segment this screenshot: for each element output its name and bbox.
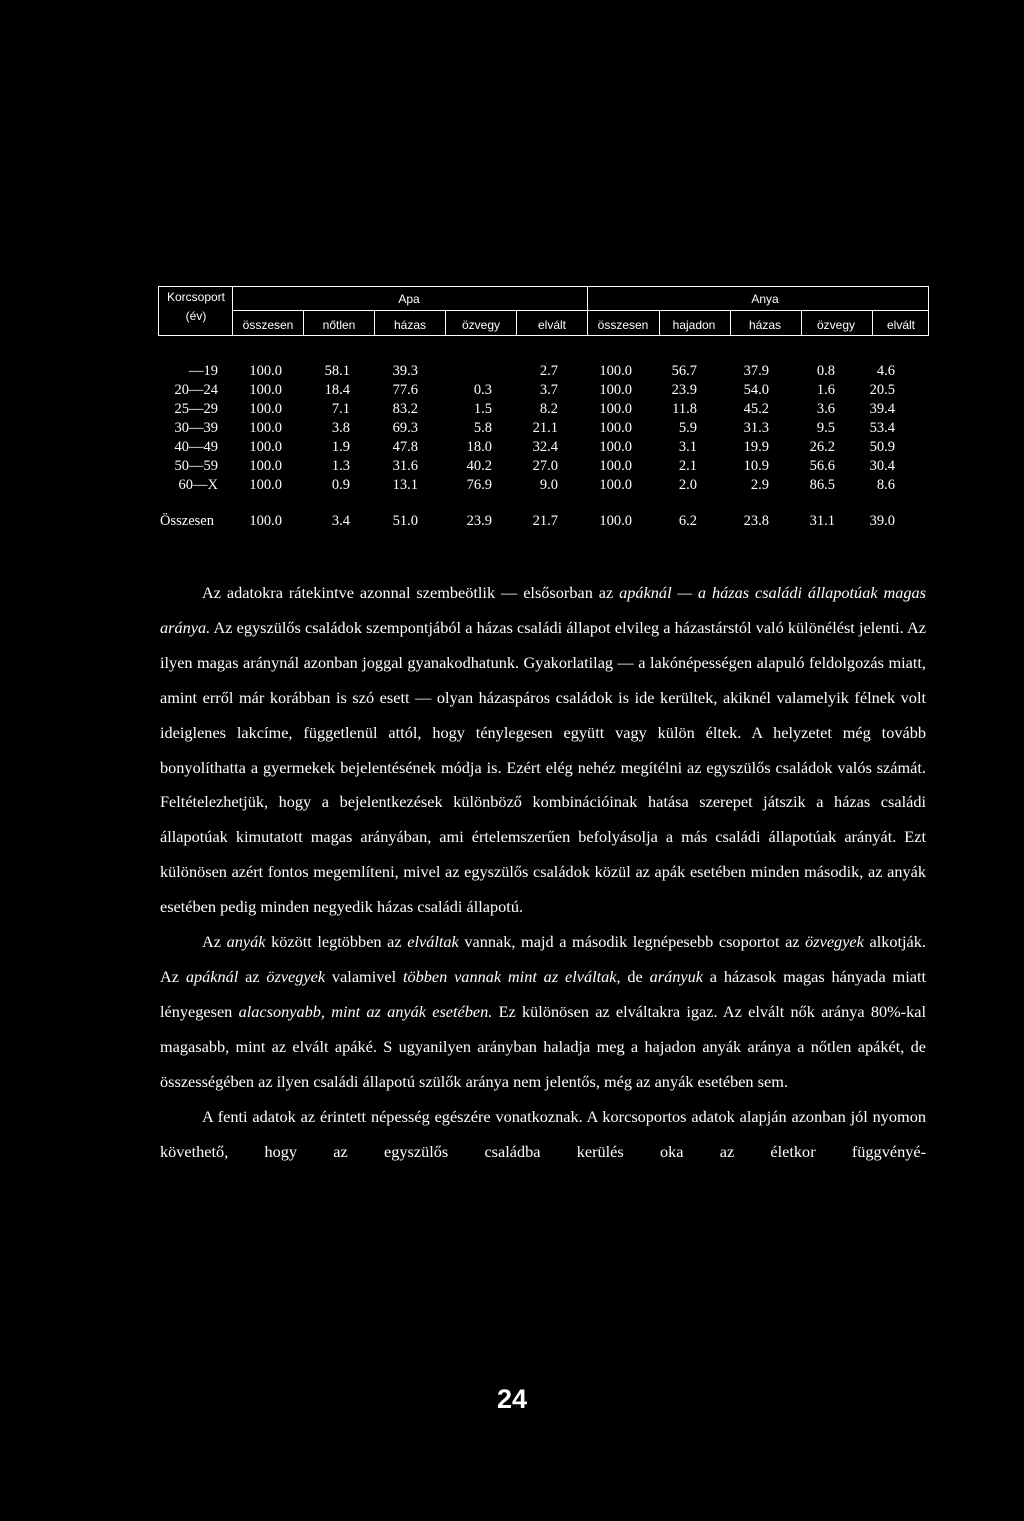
table-cell: 30.4 (869, 458, 895, 474)
row-label: 20—24 (174, 382, 218, 398)
table-cell: 0.8 (816, 363, 835, 379)
table-cell: 2.0 (678, 477, 697, 493)
row-label: 25—29 (174, 401, 218, 417)
row-label: 50—59 (174, 458, 218, 474)
table-cell: 100.0 (599, 458, 632, 474)
table-cell: 100.0 (249, 477, 282, 493)
table-cell: 8.2 (539, 401, 558, 417)
table-cell: 100.0 (599, 477, 632, 493)
table-cell: 31.1 (809, 513, 835, 529)
header-apa-notlen: nőtlen (322, 318, 356, 332)
row-label: 40—49 (174, 439, 218, 455)
emphasis-text: alacsonyabb, mint az anyák esetében. (238, 1001, 493, 1021)
table-cell: 5.8 (473, 420, 492, 436)
table-row (0, 362, 1024, 380)
col-divider (801, 311, 802, 335)
header-apa-osszesen: összesen (242, 318, 294, 332)
text-run: Az (202, 932, 227, 952)
col-divider (303, 311, 304, 335)
table-cell: 100.0 (249, 420, 282, 436)
table-cell: 5.9 (678, 420, 697, 436)
col-divider (587, 287, 588, 335)
emphasis-text: apáknál — a házas családi állapotúak magas aránya. (160, 583, 926, 637)
table-cell: 100.0 (599, 513, 632, 529)
table-cell: 9.5 (816, 420, 835, 436)
table-cell: 39.3 (392, 363, 418, 379)
table-cell: 100.0 (599, 363, 632, 379)
header-ev: (év) (185, 309, 207, 323)
paragraph (160, 576, 926, 925)
table-cell: 2.1 (678, 458, 697, 474)
table-row (0, 400, 1024, 418)
table-cell: 6.2 (678, 513, 697, 529)
table-cell: 45.2 (743, 401, 769, 417)
row-label: —19 (189, 363, 218, 379)
table-cell: 32.4 (532, 439, 558, 455)
table-cell: 69.3 (392, 420, 418, 436)
col-divider (730, 311, 731, 335)
paragraph (160, 1100, 926, 1170)
table-cell: 56.7 (671, 363, 697, 379)
table-cell: 1.5 (473, 401, 492, 417)
text-run: valamivel (325, 966, 403, 986)
table-cell: 20.5 (869, 382, 895, 398)
table-row (0, 457, 1024, 475)
table-cell: 23.9 (671, 382, 697, 398)
table-cell: 100.0 (249, 458, 282, 474)
text-run: Az adatokra rátekintve azonnal szembeötlik — elsősorban az (202, 583, 620, 602)
table-cell: 56.6 (809, 458, 835, 474)
table-row (0, 438, 1024, 456)
table-cell: 53.4 (869, 420, 895, 436)
text-run: alkotják. Az (160, 932, 926, 986)
table-cell: 3.1 (678, 439, 697, 455)
table-cell: 27.0 (532, 458, 558, 474)
header-apa-ozvegy: özvegy (461, 318, 501, 332)
table-cell: 40.2 (466, 458, 492, 474)
table-cell: 26.2 (809, 439, 835, 455)
table-cell: 100.0 (249, 439, 282, 455)
table-cell: 9.0 (539, 477, 558, 493)
table-cell: 3.6 (816, 401, 835, 417)
table-cell: 3.4 (331, 513, 350, 529)
table-cell: 51.0 (392, 513, 418, 529)
table-header (158, 286, 929, 336)
table-cell: 100.0 (599, 401, 632, 417)
emphasis-text: anyák (226, 932, 266, 952)
body-text (160, 576, 926, 1169)
table-cell: 1.9 (331, 439, 350, 455)
table-cell: 0.9 (331, 477, 350, 493)
table-row (0, 419, 1024, 437)
paragraph (160, 925, 926, 1100)
table-cell: 47.8 (392, 439, 418, 455)
table-cell: 3.8 (331, 420, 350, 436)
table-cell: 18.4 (324, 382, 350, 398)
emphasis-text: arányuk (649, 966, 703, 986)
header-anya: Anya (751, 292, 779, 306)
text-run: vannak, majd a második legnépesebb csoportot az (458, 932, 806, 952)
col-divider (232, 287, 233, 335)
table-cell: 37.9 (743, 363, 769, 379)
row-label: 30—39 (174, 420, 218, 436)
table-cell: 1.3 (331, 458, 350, 474)
table-cell: 100.0 (249, 363, 282, 379)
table-cell: 21.7 (532, 513, 558, 529)
table-cell: 21.1 (532, 420, 558, 436)
header-anya-elvalt: elvált (886, 318, 916, 332)
table-cell: 18.0 (466, 439, 492, 455)
text-run: de (620, 966, 650, 986)
table-cell: 100.0 (599, 382, 632, 398)
table-cell: 3.7 (539, 382, 558, 398)
table-cell: 58.1 (324, 363, 350, 379)
table-cell: 23.8 (743, 513, 769, 529)
table-cell: 76.9 (466, 477, 492, 493)
header-korcsoport: Korcsoport (166, 290, 226, 304)
table-row (0, 381, 1024, 399)
header-anya-osszesen: összesen (597, 318, 649, 332)
text-run: Az egyszülős családok szempontjából a házas családi állapot elvileg a házastárstól való különélést jelenti. Az ilyen magas aránynál azonban joggal gyanakodhatunk. Gyakorlatilag — a lakónépességen alapuló feldolgozás miatt, amint erről már korábban is szó esett — olyan házaspáros családok is ide kerültek, akiknél valamelyik félnek volt ideiglenes lakcíme, függetlenül attól, hogy ténylegesen együtt vagy külön éltek. A helyzetet még tovább bonyolíthatta a gyermekek bejelentésének módja is. Ezért elég nehéz megítélni az egyszülős családok valós számát. Feltételezhetjük, hogy a bejelentkezések különböző kombinációinak hatása szerepet játszik a házas családi állapotúak kimutatott magas arányában, ami értelemszerűen befolyásolja a más családi állapotúak arányát. Ezt különösen azért fontos megemlíteni, mivel az egyszülős családok közül az apák esetében minden második, az anyák esetében pedig minden negyedik házas családi állapotú. (160, 617, 926, 917)
emphasis-text: többen vannak mint az elváltak, (402, 966, 621, 986)
text-run: az (238, 966, 267, 986)
table-cell: 4.6 (876, 363, 895, 379)
text-run: a házasok magas hányada miatt lényegesen (160, 966, 927, 1021)
header-anya-hazas: házas (748, 318, 782, 332)
table-row (0, 476, 1024, 494)
page-number: 24 (496, 1384, 528, 1414)
table-cell: 86.5 (809, 477, 835, 493)
row-label: Összesen (160, 513, 214, 529)
col-divider (659, 311, 660, 335)
col-divider (872, 311, 873, 335)
emphasis-text: elváltak (407, 932, 459, 952)
table-cell: 1.6 (816, 382, 835, 398)
table-cell: 50.9 (869, 439, 895, 455)
table-cell: 2.7 (539, 363, 558, 379)
emphasis-text: özvegyek (266, 966, 326, 986)
header-anya-hajadon: hajadon (672, 318, 716, 332)
header-apa-hazas: házas (393, 318, 427, 332)
table-cell: 77.6 (392, 382, 418, 398)
table-total-row (0, 512, 1024, 530)
row-divider (232, 310, 928, 311)
table-cell: 100.0 (599, 439, 632, 455)
table-cell: 19.9 (743, 439, 769, 455)
table-cell: 31.6 (392, 458, 418, 474)
emphasis-text: apáknál (185, 966, 239, 986)
table-cell: 23.9 (466, 513, 492, 529)
table-cell: 7.1 (331, 401, 350, 417)
emphasis-text: özvegyek (805, 932, 864, 952)
row-label: 60—X (178, 477, 218, 493)
table-cell: 31.3 (743, 420, 769, 436)
col-divider (374, 311, 375, 335)
header-anya-ozvegy: özvegy (816, 318, 856, 332)
text-run: A fenti adatok az érintett népesség egészére vonatkoznak. A korcsoportos adatok alapján azonban jól nyomon követhető, hogy az egyszülős családba kerülés oka az életkor függvényé- (160, 1106, 926, 1161)
text-run: Ez különösen az elváltakra igaz. Az elvált nők aránya 80%-kal magasabb, mint az elvált apáké. S ugyanilyen arányban haladja meg a hajadon anyák aránya a nőtlen apákét, de összességében az ilyen családi állapotú szülők aránya nem jelentős, még az anyák esetében sem. (160, 1001, 926, 1091)
table-cell: 100.0 (249, 513, 282, 529)
table-cell: 10.9 (743, 458, 769, 474)
header-apa-elvalt: elvált (537, 318, 567, 332)
col-divider (516, 311, 517, 335)
table-cell: 11.8 (672, 401, 697, 417)
table-cell: 39.4 (869, 401, 895, 417)
table-cell: 2.9 (750, 477, 769, 493)
table-cell: 100.0 (249, 401, 282, 417)
table-cell: 83.2 (392, 401, 418, 417)
table-cell: 39.0 (869, 513, 895, 529)
table-cell: 13.1 (392, 477, 418, 493)
table-cell: 54.0 (743, 382, 769, 398)
header-apa: Apa (398, 292, 420, 306)
text-run: között legtöbben az (265, 932, 408, 952)
table-cell: 100.0 (249, 382, 282, 398)
table-cell: 100.0 (599, 420, 632, 436)
table-cell: 8.6 (876, 477, 895, 493)
table-cell: 0.3 (473, 382, 492, 398)
col-divider (445, 311, 446, 335)
